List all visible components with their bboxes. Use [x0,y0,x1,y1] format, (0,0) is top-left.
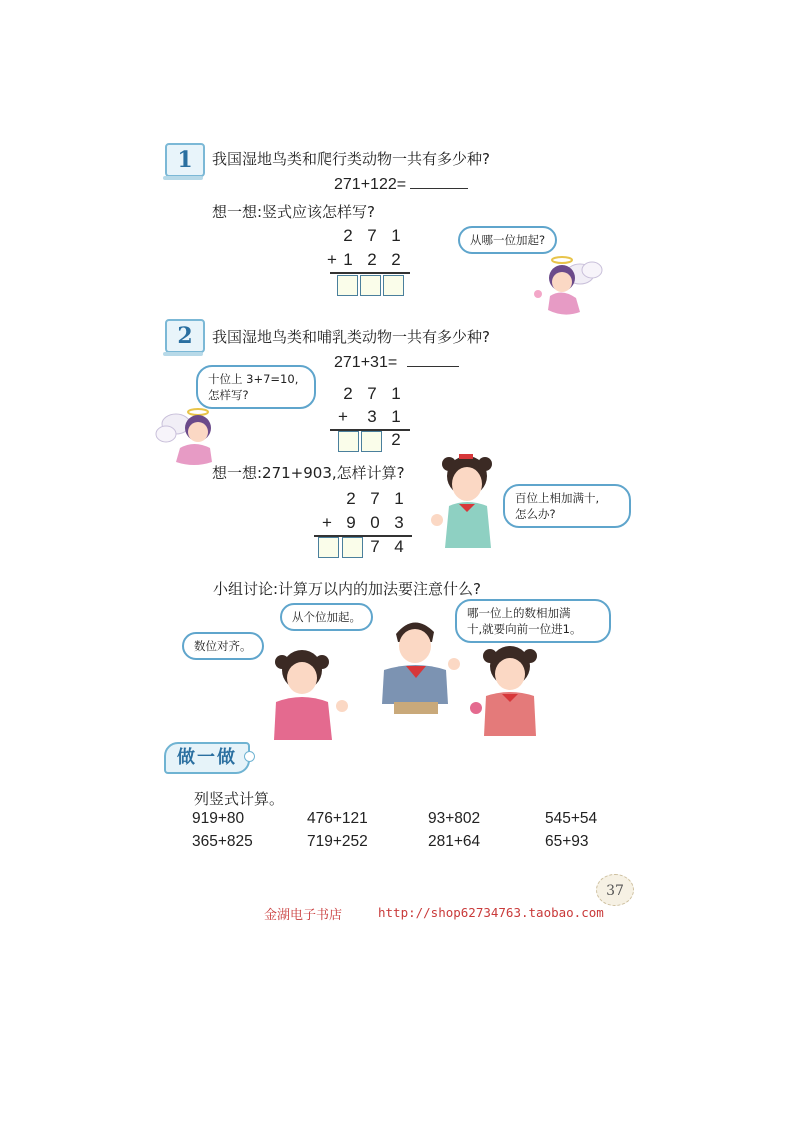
question-number-1: 1 [165,143,205,177]
question-2-think: 想一想:271+903,怎样计算? [212,464,405,482]
speech-bubble [458,226,557,254]
speech-bubble [196,365,316,409]
digit: 1 [391,226,401,245]
digit: 2 [346,489,356,508]
girl-character-illustration [425,450,505,550]
speech-bubble [503,484,631,528]
digit: 2 [343,226,353,245]
bubble-text: 从哪一位加起? [470,233,546,247]
page-number: 37 [606,883,624,899]
equation-text: 271+122= [334,176,407,193]
question-number-2: 2 [165,319,205,353]
plus-sign: + [338,407,348,426]
speech-bubble [280,603,373,631]
bubble-text: 哪一位上的数相加满 [467,606,571,620]
digit: 1 [343,250,353,269]
digit: 1 [394,489,404,508]
digit: 3 [367,407,377,426]
bubble-text: 怎样写? [208,388,249,402]
question-1-think: 想一想:竖式应该怎样写? [212,203,376,221]
exercise-item: 281+64 [428,833,481,850]
digit: 7 [367,226,377,245]
speech-bubble [455,599,611,643]
answer-box[interactable] [361,431,382,452]
plus-sign: + [322,513,332,532]
practice-instruction: 列竖式计算。 [194,790,285,808]
boy-character-illustration [374,612,462,716]
angel-character-illustration [154,404,229,470]
plus-sign: + [327,250,337,269]
girl-character-illustration [262,642,354,742]
exercise-item: 545+54 [545,810,598,827]
exercise-item: 93+802 [428,810,481,827]
store-url[interactable]: http://shop62734763.taobao.com [378,905,604,920]
answer-box[interactable] [360,275,381,296]
practice-label-dot [244,751,255,762]
digit: 7 [367,384,377,403]
answer-box[interactable] [383,275,404,296]
digit: 2 [343,384,353,403]
result-digit: 2 [391,430,401,449]
exercise-item: 65+93 [545,833,589,850]
exercise-item: 919+80 [192,810,245,827]
discussion-text: 小组讨论:计算万以内的加法要注意什么? [213,580,482,598]
answer-box[interactable] [318,537,339,558]
store-name: 金湖电子书店 [264,908,343,923]
answer-blank [410,174,468,189]
exercise-item: 365+825 [192,833,253,850]
digit: 0 [370,513,380,532]
answer-box[interactable] [342,537,363,558]
speech-bubble [182,632,264,660]
page-number-badge [596,874,634,906]
digit: 3 [394,513,404,532]
bubble-text: 百位上相加满十, [515,491,600,505]
question-2-text: 我国湿地鸟类和哺乳类动物一共有多少种? [212,328,490,346]
digit: 2 [391,250,401,269]
digit: 9 [346,513,356,532]
practice-label [164,742,250,774]
digit: 7 [370,489,380,508]
result-digit: 4 [394,537,404,556]
answer-box[interactable] [338,431,359,452]
exercise-item: 476+121 [307,810,368,827]
question-2-equation [334,352,459,372]
bubble-text: 十位上 3+7=10, [208,372,299,386]
exercise-item: 719+252 [307,833,368,850]
angel-character-illustration [520,252,605,322]
digit: 2 [367,250,377,269]
digit: 1 [391,407,401,426]
bubble-text: 十,就要向前一位进1。 [467,622,582,636]
equation-text: 271+31= [334,354,398,371]
question-1-equation [334,174,468,194]
girl-character-illustration [466,638,548,738]
bubble-text: 怎么办? [515,507,556,521]
result-digit: 7 [370,537,380,556]
sum-line [330,272,410,274]
answer-blank [407,352,459,367]
question-1-text: 我国湿地鸟类和爬行类动物一共有多少种? [212,150,490,168]
bubble-text: 数位对齐。 [194,639,252,653]
practice-label-text: 做一做 [177,747,237,768]
answer-box[interactable] [337,275,358,296]
bubble-text: 从个位加起。 [292,610,361,624]
digit: 1 [391,384,401,403]
